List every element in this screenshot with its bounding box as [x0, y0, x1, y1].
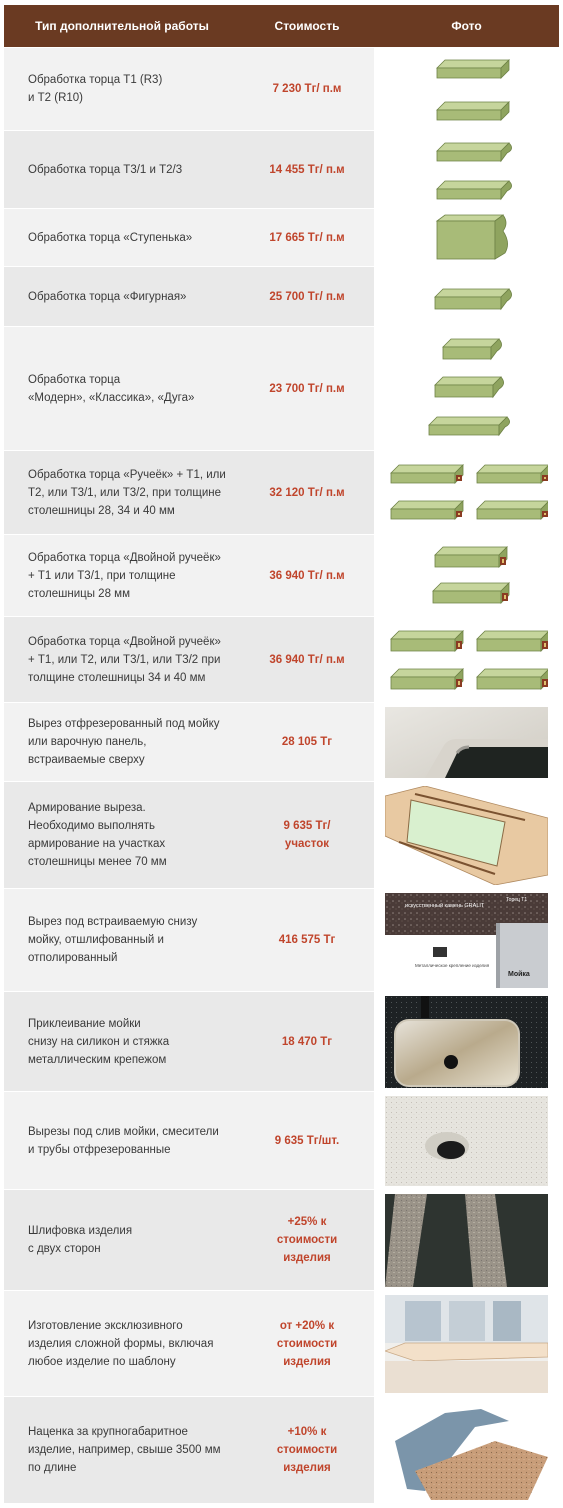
photo-cell — [374, 889, 559, 991]
photo-cell — [374, 1190, 559, 1290]
work-price: 36 940 Тг/ п.м — [240, 617, 374, 702]
table-row — [4, 1291, 559, 1397]
sink-mounting-photo — [385, 996, 548, 1088]
photo-cell — [374, 48, 559, 130]
table-row — [4, 703, 559, 782]
table-row — [4, 1092, 559, 1190]
work-price: 36 940 Тг/ п.м — [240, 535, 374, 616]
cutout-reinforcement-photo — [385, 786, 548, 885]
work-type-label: Приклеивание мойки снизу на силикон и стяжка металлическим крепежом — [4, 992, 240, 1091]
work-price: 416 575 Тг — [240, 889, 374, 991]
work-type-label: Армирование выреза. Необходимо выполнять армирование на участках столешницы менее 70 мм — [4, 782, 240, 888]
edge-profile-step-icon — [385, 213, 548, 263]
work-price: 14 455 Тг/ п.м — [240, 131, 374, 208]
diagram-bracket-label: Металлическое крепление изделия — [415, 963, 490, 968]
work-price: +10% к стоимости изделия — [240, 1397, 374, 1503]
header-type: Тип дополнительной работы — [35, 19, 209, 33]
work-price: 18 470 Тг — [240, 992, 374, 1091]
two-side-polish-photo — [385, 1194, 548, 1287]
work-type-label: Обработка торца Т1 (R3) и Т2 (R10) — [4, 48, 240, 130]
edge-profile-t3-icon — [385, 135, 548, 205]
table-row — [4, 992, 559, 1092]
photo-cell — [374, 451, 559, 534]
table-row — [4, 889, 559, 992]
diagram-stone-label: искусственный камень GRALIT — [405, 903, 485, 909]
photo-cell — [374, 782, 559, 888]
edge-profile-t1-t2-icon — [385, 52, 548, 127]
photo-cell — [374, 617, 559, 702]
table-row — [4, 209, 559, 267]
work-type-label: Вырез отфрезерованный под мойку или варочную панель, встраиваемые сверху — [4, 703, 240, 781]
table-row — [4, 1190, 559, 1291]
header-price: Стоимость — [274, 19, 340, 33]
table-row — [4, 782, 559, 889]
table-row — [4, 617, 559, 703]
photo-cell — [374, 327, 559, 450]
table-row — [4, 1397, 559, 1504]
work-type-label: Вырез под встраиваемую снизу мойку, отшлифованный и отполированный — [4, 889, 240, 991]
table-row — [4, 451, 559, 535]
work-type-label: Изготовление эксклюзивного изделия сложной формы, включая любое изделие по шаблону — [4, 1291, 240, 1396]
work-type-label: Обработка торца «Ступенька» — [4, 209, 240, 266]
work-type-label: Шлифовка изделия с двух сторон — [4, 1190, 240, 1290]
undermount-sink-diagram — [385, 893, 548, 988]
work-type-label: Обработка торца «Двойной ручеёк» + Т1, или Т2, или Т3/1, или Т3/2 при толщине столешницы 34 и 40 мм — [4, 617, 240, 702]
work-price: 9 635 Тг/шт. — [240, 1092, 374, 1189]
work-price: +25% к стоимости изделия — [240, 1190, 374, 1290]
work-price: 7 230 Тг/ п.м — [240, 48, 374, 130]
table-row — [4, 327, 559, 451]
work-price: 28 105 Тг — [240, 703, 374, 781]
edge-profile-figured-icon — [385, 271, 548, 323]
table-body — [4, 48, 559, 1504]
photo-cell — [374, 703, 559, 781]
header-photo: Фото — [451, 19, 482, 33]
sink-cutout-photo — [385, 707, 548, 778]
photo-cell — [374, 1092, 559, 1189]
drain-hole-photo — [385, 1096, 548, 1186]
photo-cell — [374, 535, 559, 616]
photo-cell — [374, 209, 559, 266]
photo-cell — [374, 267, 559, 326]
edge-profile-double-stream-icon — [385, 539, 548, 613]
table-header — [4, 5, 559, 48]
table-row — [4, 131, 559, 209]
table-row — [4, 48, 559, 131]
photo-cell — [374, 131, 559, 208]
table-row — [4, 267, 559, 327]
work-type-label: Обработка торца Т3/1 и Т2/3 — [4, 131, 240, 208]
edge-profile-double-stream-thick-icon — [385, 621, 548, 699]
work-price: 17 665 Тг/ п.м — [240, 209, 374, 266]
photo-cell — [374, 992, 559, 1091]
work-type-label: Обработка торца «Двойной ручеёк» + Т1 или Т3/1, при толщине столешницы 28 мм — [4, 535, 240, 616]
diagram-edge-label: Торец Т1 — [506, 897, 528, 903]
work-price: от +20% к стоимости изделия — [240, 1291, 374, 1396]
work-price: 32 120 Тг/ п.м — [240, 451, 374, 534]
work-price: 25 700 Тг/ п.м — [240, 267, 374, 326]
work-type-label: Обработка торца «Модерн», «Классика», «Дуга» — [4, 327, 240, 450]
edge-profile-modern-icon — [385, 331, 548, 447]
diagram-sink-label: Мойка — [508, 971, 530, 978]
work-price: 23 700 Тг/ п.м — [240, 327, 374, 450]
work-type-label: Вырезы под слив мойки, смесители и трубы отфрезерованные — [4, 1092, 240, 1189]
work-type-label: Наценка за крупногабаритное изделие, например, свыше 3500 мм по длине — [4, 1397, 240, 1503]
price-table — [4, 5, 559, 1504]
work-price: 9 635 Тг/ участок — [240, 782, 374, 888]
photo-cell — [374, 1397, 559, 1503]
large-item-photo — [385, 1401, 548, 1500]
table-row — [4, 535, 559, 617]
work-type-label: Обработка торца «Ручеёк» + Т1, или Т2, или Т3/1, или Т3/2, при толщине столешницы 28, 34 и 40 мм — [4, 451, 240, 534]
edge-profile-stream-icon — [385, 455, 548, 531]
photo-cell — [374, 1291, 559, 1396]
complex-shape-photo — [385, 1295, 548, 1393]
work-type-label: Обработка торца «Фигурная» — [4, 267, 240, 326]
